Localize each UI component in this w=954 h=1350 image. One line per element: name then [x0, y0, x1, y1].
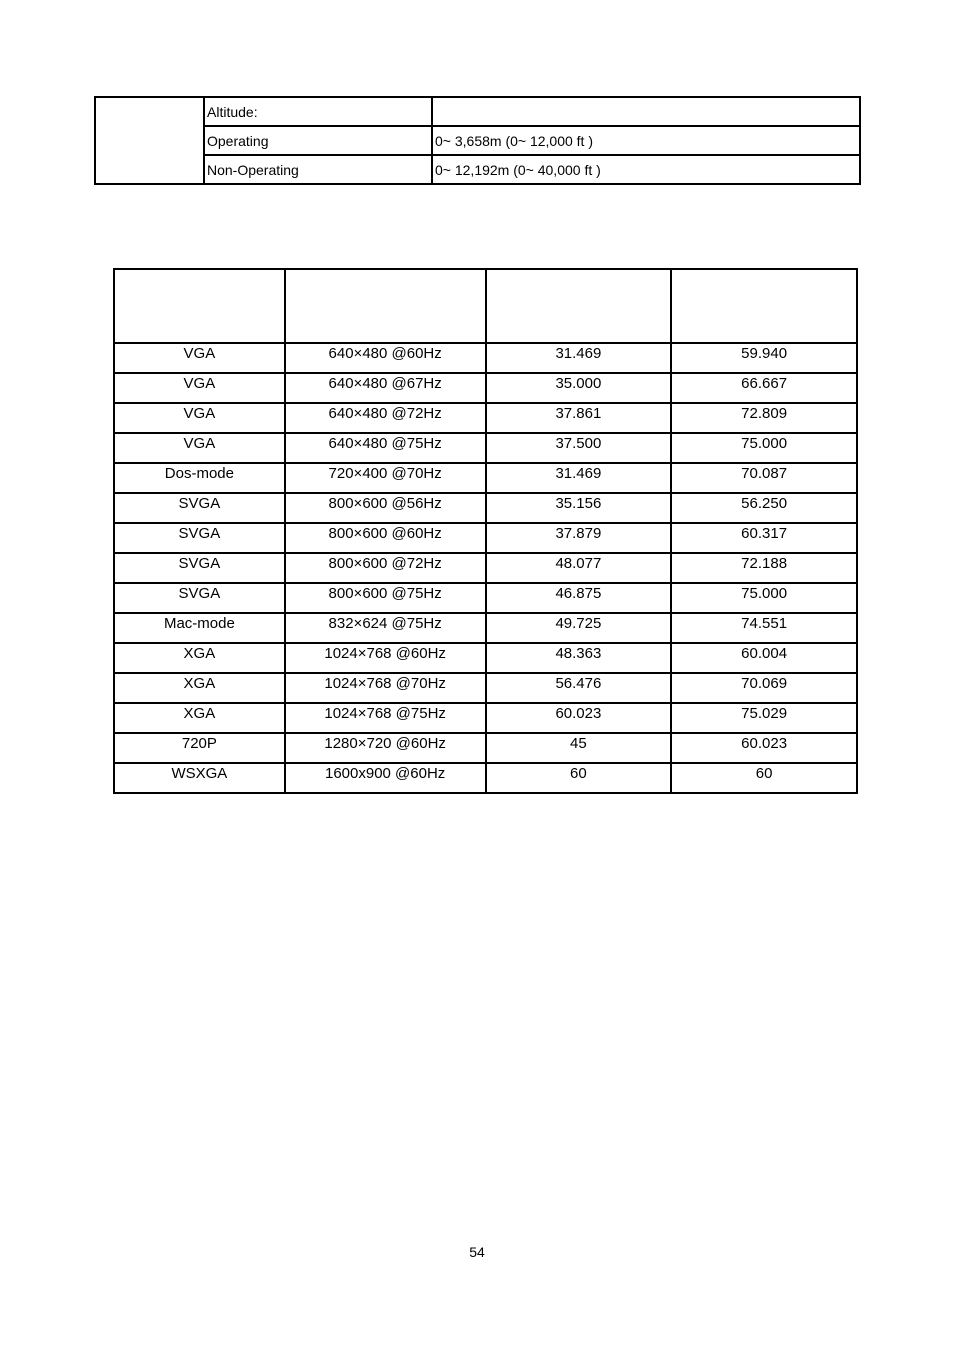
altitude-heading: Altitude: — [204, 97, 432, 126]
resolution-cell: 1024×768 @60Hz — [285, 643, 486, 673]
horizontal-frequency-cell: 48.077 — [486, 553, 672, 583]
horizontal-frequency-cell: 56.476 — [486, 673, 672, 703]
altitude-value: 0~ 3,658m (0~ 12,000 ft ) — [432, 126, 860, 155]
resolution-cell: 640×480 @72Hz — [285, 403, 486, 433]
table-row — [114, 763, 857, 793]
mode-cell: SVGA — [114, 553, 285, 583]
resolution-cell: 720×400 @70Hz — [285, 463, 486, 493]
vertical-frequency-cell: 75.029 — [671, 703, 857, 733]
timing-table-body — [114, 343, 857, 793]
table-row — [114, 733, 857, 763]
table-row — [95, 126, 860, 155]
resolution-cell: 800×600 @72Hz — [285, 553, 486, 583]
table-row — [114, 703, 857, 733]
horizontal-frequency-cell: 48.363 — [486, 643, 672, 673]
header-cell — [671, 269, 857, 343]
mode-cell: SVGA — [114, 523, 285, 553]
table-row — [95, 97, 860, 126]
table-header-row — [114, 269, 857, 343]
mode-cell: VGA — [114, 403, 285, 433]
resolution-cell: 800×600 @60Hz — [285, 523, 486, 553]
resolution-cell: 1600x900 @60Hz — [285, 763, 486, 793]
table-row — [114, 463, 857, 493]
altitude-value: 0~ 12,192m (0~ 40,000 ft ) — [432, 155, 860, 184]
vertical-frequency-cell: 56.250 — [671, 493, 857, 523]
vertical-frequency-cell: 70.069 — [671, 673, 857, 703]
vertical-frequency-cell: 75.000 — [671, 433, 857, 463]
page-number: 54 — [469, 1244, 485, 1260]
header-cell — [114, 269, 285, 343]
timing-table — [113, 268, 858, 794]
mode-cell: SVGA — [114, 583, 285, 613]
resolution-cell: 640×480 @75Hz — [285, 433, 486, 463]
table-row — [114, 403, 857, 433]
resolution-cell: 1024×768 @70Hz — [285, 673, 486, 703]
vertical-frequency-cell: 70.087 — [671, 463, 857, 493]
mode-cell: VGA — [114, 373, 285, 403]
mode-cell: VGA — [114, 343, 285, 373]
resolution-cell: 800×600 @56Hz — [285, 493, 486, 523]
vertical-frequency-cell: 66.667 — [671, 373, 857, 403]
horizontal-frequency-cell: 37.879 — [486, 523, 672, 553]
horizontal-frequency-cell: 31.469 — [486, 343, 672, 373]
altitude-table — [94, 96, 861, 185]
resolution-cell: 640×480 @60Hz — [285, 343, 486, 373]
horizontal-frequency-cell: 60.023 — [486, 703, 672, 733]
resolution-cell: 1024×768 @75Hz — [285, 703, 486, 733]
resolution-cell: 832×624 @75Hz — [285, 613, 486, 643]
mode-cell: VGA — [114, 433, 285, 463]
table-row — [114, 583, 857, 613]
horizontal-frequency-cell: 35.000 — [486, 373, 672, 403]
table-row — [114, 613, 857, 643]
vertical-frequency-cell: 60 — [671, 763, 857, 793]
table-row — [114, 523, 857, 553]
table-row — [114, 643, 857, 673]
header-cell — [486, 269, 672, 343]
altitude-label: Non-Operating — [204, 155, 432, 184]
horizontal-frequency-cell: 37.500 — [486, 433, 672, 463]
vertical-frequency-cell: 72.809 — [671, 403, 857, 433]
mode-cell: XGA — [114, 673, 285, 703]
horizontal-frequency-cell: 31.469 — [486, 463, 672, 493]
table-row — [114, 673, 857, 703]
vertical-frequency-cell: 72.188 — [671, 553, 857, 583]
resolution-cell: 640×480 @67Hz — [285, 373, 486, 403]
table-row — [114, 553, 857, 583]
horizontal-frequency-cell: 35.156 — [486, 493, 672, 523]
table-row — [114, 493, 857, 523]
altitude-label: Operating — [204, 126, 432, 155]
mode-cell: 720P — [114, 733, 285, 763]
vertical-frequency-cell: 60.023 — [671, 733, 857, 763]
mode-cell: SVGA — [114, 493, 285, 523]
horizontal-frequency-cell: 49.725 — [486, 613, 672, 643]
table-row — [114, 433, 857, 463]
mode-cell: WSXGA — [114, 763, 285, 793]
horizontal-frequency-cell: 37.861 — [486, 403, 672, 433]
table-row — [114, 343, 857, 373]
vertical-frequency-cell: 59.940 — [671, 343, 857, 373]
resolution-cell: 800×600 @75Hz — [285, 583, 486, 613]
blank-cell — [432, 97, 860, 126]
mode-cell: Dos-mode — [114, 463, 285, 493]
horizontal-frequency-cell: 46.875 — [486, 583, 672, 613]
mode-cell: Mac-mode — [114, 613, 285, 643]
table-row — [95, 155, 860, 184]
resolution-cell: 1280×720 @60Hz — [285, 733, 486, 763]
blank-cell — [95, 97, 204, 184]
horizontal-frequency-cell: 60 — [486, 763, 672, 793]
vertical-frequency-cell: 74.551 — [671, 613, 857, 643]
vertical-frequency-cell: 60.004 — [671, 643, 857, 673]
vertical-frequency-cell: 60.317 — [671, 523, 857, 553]
mode-cell: XGA — [114, 643, 285, 673]
vertical-frequency-cell: 75.000 — [671, 583, 857, 613]
horizontal-frequency-cell: 45 — [486, 733, 672, 763]
header-cell — [285, 269, 486, 343]
table-row — [114, 373, 857, 403]
mode-cell: XGA — [114, 703, 285, 733]
